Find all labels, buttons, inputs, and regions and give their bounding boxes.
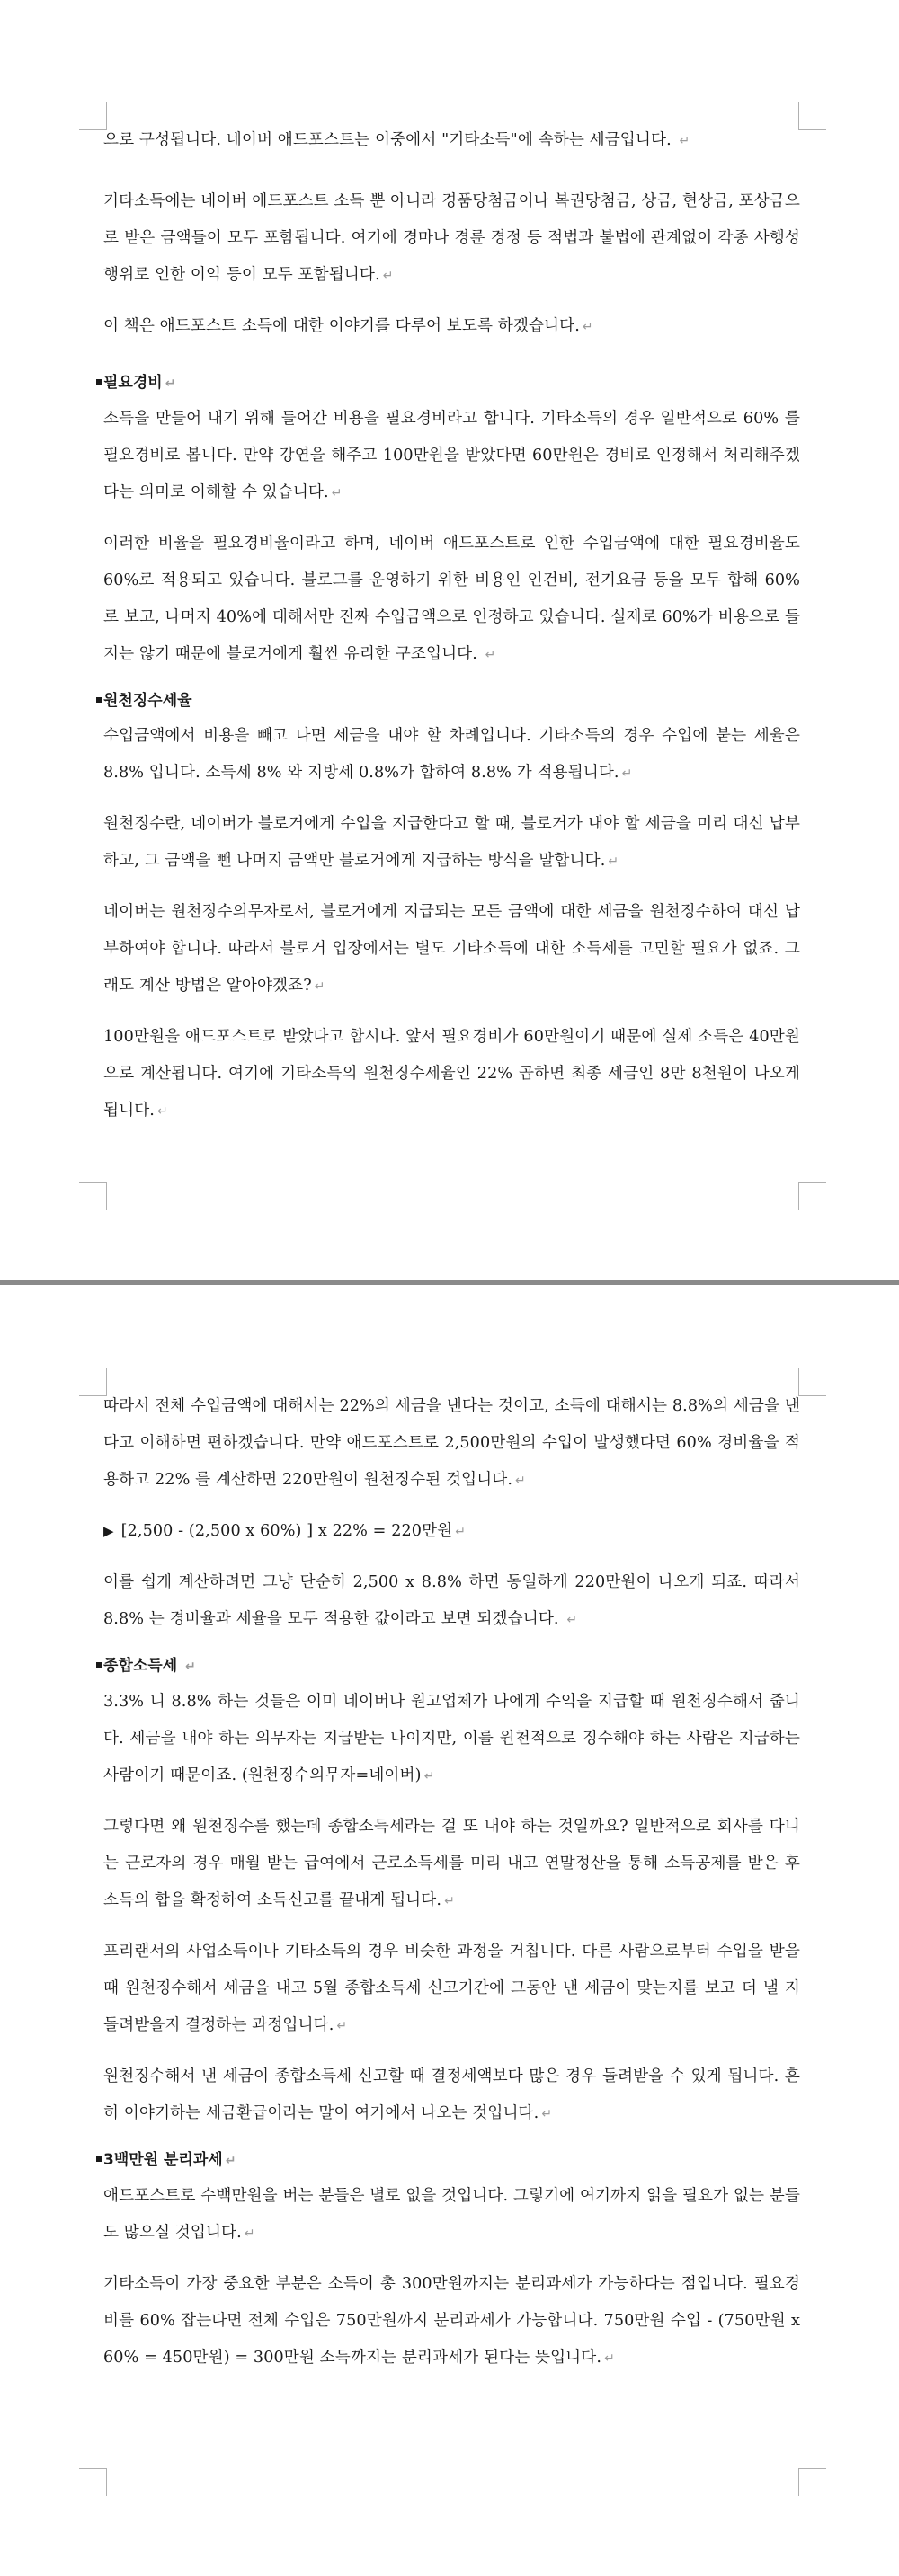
paragraph[interactable]: 네이버는 원천징수의무자로서, 블로거에게 지급되는 모든 금액에 대한 세금을 원천징수하여 대신 납부하여야 합니다. 따라서 블로거 입장에서는 별도 기타소득에 대한 소득세를 고민할 필요가 없죠. 그래도 계산 방법은 알아야겠죠? ↵ — [103, 903, 800, 995]
paragraph-mark-icon: ↵ — [336, 2019, 348, 2033]
paragraph[interactable]: 이러한 비율을 필요경비율이라고 하며, 네이버 애드포스트로 인한 수입금액에 대한 필요경비율도 60%로 적용되고 있습니다. 블로그를 운영하기 위한 비용인 인건비, 전기요금 등을 모두 합해 60% 로 보고, 나머지 40%에 대해서만 진짜 수입금액으로 인정하고 있습니다. 실제로 60%가 비용으로 들지는 않기 때문에 블로거에게 훨씬 유리한 구조입니다. ↵ — [103, 535, 800, 663]
document-page-1 — [0, 0, 899, 1280]
formula-line[interactable]: ▶ [2,500 - (2,500 x 60%) ] x 22% = 220만원 ↵ — [103, 1522, 467, 1540]
paragraph-mark-icon: ↵ — [621, 766, 633, 781]
margin-corner-mark — [79, 2468, 107, 2496]
paragraph[interactable]: 애드포스트로 수백만원을 버는 분들은 별로 없을 것입니다. 그렇기에 여기까지 읽을 필요가 없는 분들도 많으실 것입니다. ↵ — [103, 2187, 800, 2242]
margin-corner-mark — [798, 2468, 826, 2496]
paragraph[interactable]: 기타소득에는 네이버 애드포스트 소득 뿐 아니라 경품당첨금이나 복권당첨금, 상금, 현상금, 포상금으로 받은 금액들이 모두 포함됩니다. 여기에 경마나 경륜 경정 등 적법과 불법에 관계없이 각종 사행성 행위로 인한 이익 등이 모두 포함됩니다. ↵ — [103, 192, 800, 284]
paragraph-mark-icon: ↵ — [455, 1525, 467, 1539]
paragraph-mark-icon: ↵ — [244, 2226, 255, 2241]
section-heading[interactable]: 종합소득세 ↵ — [103, 1652, 800, 1680]
paragraph-mark-icon: ↵ — [156, 1104, 168, 1119]
paragraph[interactable]: 이 책은 애드포스트 소득에 대한 이야기를 다루어 보도록 하겠습니다. ↵ — [103, 317, 593, 335]
paragraph[interactable]: 기타소득이 가장 중요한 부분은 소득이 총 300만원까지는 분리과세가 가능하다는 점입니다. 필요경비를 60% 잡는다면 전체 수입은 750만원까지 분리과세가 가능합니다. 750만원 수입 - (750만원 x 60% = 450만원) = 300만원 소득까지는 분리과세가 된다는 뜻입니다. ↵ — [103, 2275, 800, 2367]
paragraph[interactable]: 100만원을 애드포스트로 받았다고 합시다. 앞서 필요경비가 60만원이기 때문에 실제 소득은 40만원으로 계산됩니다. 여기에 기타소득의 원천징수세율인 22% 곱하면 최종 세금인 8만 8천원이 나오게 됩니다. ↵ — [103, 1028, 800, 1120]
paragraph-mark-icon: ↵ — [604, 2351, 615, 2366]
paragraph-mark-icon: ↵ — [541, 2107, 553, 2121]
paragraph[interactable]: 따라서 전체 수입금액에 대해서는 22%의 세금을 낸다는 것이고, 소득에 대해서는 8.8%의 세금을 낸다고 이해하면 편하겠습니다. 만약 애드포스트로 2,500만원의 수입이 발생했다면 60% 경비율을 적용하고 22% 를 계산하면 220만원이 원천징수된 것입니다. ↵ — [103, 1397, 800, 1489]
section-heading[interactable]: 3백만원 분리과세 ↵ — [103, 2147, 800, 2174]
margin-corner-mark — [798, 102, 826, 130]
margin-corner-mark — [79, 1182, 107, 1210]
paragraph-mark-icon: ↵ — [679, 134, 690, 148]
paragraph-mark-icon: ↵ — [608, 854, 619, 869]
paragraph-mark-icon: ↵ — [165, 376, 176, 391]
margin-corner-mark — [798, 1368, 826, 1396]
paragraph[interactable]: 이를 쉽게 계산하려면 그냥 단순히 2,500 x 8.8% 하면 동일하게 220만원이 나오게 되죠. 따라서 8.8% 는 경비율과 세율을 모두 적용한 값이라고 보면 되겠습니다. ↵ — [103, 1573, 800, 1628]
paragraph-mark-icon: ↵ — [423, 1769, 435, 1784]
paragraph[interactable]: 소득을 만들어 내기 위해 들어간 비용을 필요경비라고 합니다. 기타소득의 경우 일반적으로 60% 를 필요경비로 봅니다. 만약 강연을 해주고 100만원을 받았다면 60만원은 경비로 인정해서 처리해주겠다는 의미로 이해할 수 있습니다. ↵ — [103, 410, 800, 501]
paragraph[interactable]: 프리랜서의 사업소득이나 기타소득의 경우 비슷한 과정을 거칩니다. 다른 사람으로부터 수입을 받을 때 원천징수해서 세금을 내고 5월 종합소득세 신고기간에 그동안 낸 세금이 맞는지를 보고 더 낼 지 돌려받을지 결정하는 과정입니다. ↵ — [103, 1943, 800, 2034]
bullet-icon — [96, 697, 102, 703]
paragraph[interactable]: 원천징수해서 낸 세금이 종합소득세 신고할 때 결정세액보다 많은 경우 돌려받을 수 있게 됩니다. 흔히 이야기하는 세금환급이라는 말이 여기에서 나오는 것입니다. ↵ — [103, 2067, 800, 2122]
paragraph-mark-icon: ↵ — [566, 1613, 578, 1627]
section-heading[interactable]: 원천징수세율 — [103, 687, 800, 714]
paragraph-mark-icon: ↵ — [331, 486, 343, 500]
paragraph[interactable]: 으로 구성됩니다. 네이버 애드포스트는 이중에서 "기타소득"에 속하는 세금입니다. ↵ — [103, 131, 690, 149]
paragraph-mark-icon: ↵ — [314, 979, 325, 994]
paragraph-mark-icon: ↵ — [225, 2154, 236, 2168]
paragraph[interactable]: 수입금액에서 비용을 빼고 나면 세금을 내야 할 차례입니다. 기타소득의 경우 수입에 붙는 세율은 8.8% 입니다. 소득세 8% 와 지방세 0.8%가 합하여 8.8% 가 적용됩니다. ↵ — [103, 727, 800, 782]
triangle-bullet-icon: ▶ — [103, 1523, 114, 1539]
section-heading[interactable]: 필요경비 ↵ — [103, 369, 800, 397]
paragraph[interactable]: 그렇다면 왜 원천징수를 했는데 종합소득세라는 걸 또 내야 하는 것일까요? 일반적으로 회사를 다니는 근로자의 경우 매월 받는 급여에서 근로소득세를 미리 내고 연말정산을 통해 소득공제를 받은 후 소득의 합을 확정하여 소득신고를 끝내게 됩니다. ↵ — [103, 1818, 800, 1909]
paragraph-mark-icon: ↵ — [582, 320, 593, 334]
paragraph[interactable]: 3.3% 니 8.8% 하는 것들은 이미 네이버나 원고업체가 나에게 수익을 지급할 때 원천징수해서 줍니다. 세금을 내야 하는 의무자는 지급받는 나이지만, 이를 원천적으로 징수해야 하는 사람은 지급하는 사람이기 때문이죠. (원천징수의무자=네이버) ↵ — [103, 1693, 800, 1784]
paragraph-mark-icon: ↵ — [185, 1660, 196, 1674]
paragraph-mark-icon: ↵ — [382, 269, 394, 283]
page-2-body — [103, 1388, 800, 2391]
paragraph-mark-icon: ↵ — [444, 1894, 455, 1908]
margin-corner-mark — [798, 1182, 826, 1210]
paragraph[interactable]: 원천징수란, 네이버가 블로거에게 수입을 지급한다고 할 때, 블로거가 내야 할 세금을 미리 대신 납부하고, 그 금액을 뺀 나머지 금액만 블로거에게 지급하는 방식을 말합니다. ↵ — [103, 815, 800, 870]
bullet-icon — [96, 2156, 102, 2162]
paragraph-mark-icon: ↵ — [515, 1474, 526, 1488]
bullet-icon — [96, 1662, 102, 1668]
bullet-icon — [96, 379, 102, 385]
paragraph-mark-icon: ↵ — [485, 648, 496, 662]
page-1-body — [103, 122, 800, 1144]
